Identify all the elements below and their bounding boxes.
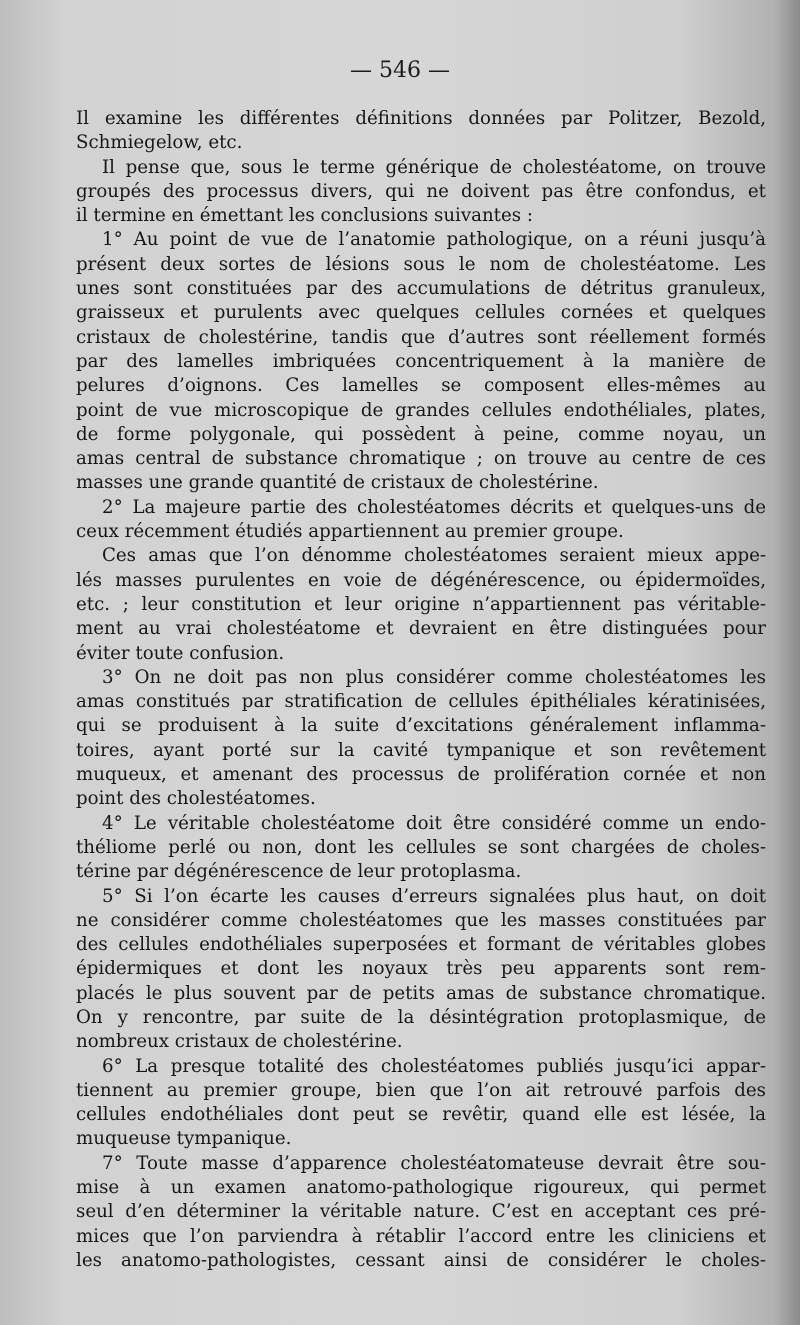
- text-line: lés masses purulentes en voie de dégénérescence, ou épidermoïdes,: [76, 569, 766, 591]
- text-line: térine par dégénérescence de leur protoplasma.: [76, 861, 522, 883]
- body-text: [76, 107, 766, 1273]
- text-line: mices que l’on parviendra à rétablir l’accord entre les cliniciens et: [76, 1225, 766, 1247]
- text-line: ceux récemment étudiés appartiennent au premier groupe.: [76, 521, 624, 543]
- text-line: cristaux de cholestérine, tandis que d’autres sont réellement formés: [76, 326, 766, 348]
- text-line: tiennent au premier groupe, bien que l’on ait retrouvé parfois des: [76, 1079, 766, 1101]
- text-line: 1° Au point de vue de l’anatomie pathologique, on a réuni jusqu’à: [102, 229, 766, 251]
- text-line: Ces amas que l’on dénomme cholestéatomes seraient mieux appe-: [102, 545, 766, 567]
- text-line: des cellules endothéliales superposées et formant de véritables globes: [76, 934, 766, 956]
- text-line: 5° Si l’on écarte les causes d’erreurs signalées plus haut, on doit: [102, 885, 766, 907]
- text-line: amas constitués par stratification de cellules épithéliales kératinisées,: [76, 691, 766, 713]
- text-line: On y rencontre, par suite de la désintégration protoplasmique, de: [76, 1006, 766, 1028]
- text-line: muqueux, et amenant des processus de prolifération cornée et non: [76, 764, 766, 786]
- text-line: 3° On ne doit pas non plus considérer comme cholestéatomes les: [102, 666, 766, 688]
- text-line: présent deux sortes de lésions sous le nom de cholestéatome. Les: [76, 253, 766, 275]
- text-line: point de vue microscopique de grandes cellules endothéliales, plates,: [76, 399, 766, 421]
- text-line: 6° La presque totalité des cholestéatomes publiés jusqu’ici appar-: [102, 1055, 766, 1077]
- text-line: etc. ; leur constitution et leur origine n’appartiennent pas véritable-: [76, 593, 766, 615]
- page-gutter-shadow: [774, 0, 800, 1325]
- text-line: il termine en émettant les conclusions suivantes :: [76, 205, 533, 227]
- text-line: théliome perlé ou non, dont les cellules se sont chargées de choles-: [76, 836, 766, 858]
- text-line: seul d’en déterminer la véritable nature. C’est en acceptant ces pré-: [76, 1201, 766, 1223]
- text-line: point des cholestéatomes.: [76, 788, 316, 810]
- text-line: Schmiegelow, etc.: [76, 132, 243, 154]
- text-line: amas central de substance chromatique ; on trouve au centre de ces: [76, 448, 766, 470]
- text-line: masses une grande quantité de cristaux de cholestérine.: [76, 472, 599, 494]
- text-line: groupés des processus divers, qui ne doivent pas être confondus, et: [76, 180, 766, 202]
- text-line: par des lamelles imbriquées concentriquement à la manière de: [76, 350, 766, 372]
- text-line: nombreux cristaux de cholestérine.: [76, 1031, 403, 1053]
- text-line: ment au vrai cholestéatome et devraient en être distinguées pour: [76, 618, 766, 640]
- page-number: — 546 —: [350, 58, 450, 83]
- text-line: 2° La majeure partie des cholestéatomes décrits et quelques-uns de: [102, 496, 766, 518]
- text-line: Il examine les différentes définitions données par Politzer, Bezold,: [76, 108, 766, 129]
- text-line: unes sont constituées par des accumulations de détritus granuleux,: [76, 278, 766, 300]
- text-line: qui se produisent à la suite d’excitations généralement inflamma-: [76, 715, 766, 737]
- text-line: muqueuse tympanique.: [76, 1128, 292, 1150]
- text-line: 4° Le véritable cholestéatome doit être considéré comme un endo-: [102, 812, 766, 834]
- text-line: les anatomo-pathologistes, cessant ainsi de considérer le choles-: [76, 1249, 766, 1271]
- text-line: mise à un examen anatomo-pathologique rigoureux, qui permet: [76, 1177, 766, 1199]
- text-line: ne considérer comme cholestéatomes que les masses constituées par: [76, 909, 766, 931]
- text-line: de forme polygonale, qui possèdent à peine, comme noyau, un: [76, 423, 766, 445]
- text-line: épidermiques et dont les noyaux très peu apparents sont rem-: [76, 958, 766, 980]
- text-line: 7° Toute masse d’apparence cholestéatomateuse devrait être sou-: [102, 1152, 766, 1174]
- text-line: toires, ayant porté sur la cavité tympanique et son revêtement: [76, 739, 766, 761]
- text-line: graisseux et purulents avec quelques cellules cornées et quelques: [76, 302, 766, 324]
- text-line: cellules endothéliales dont peut se revêtir, quand elle est lésée, la: [76, 1104, 766, 1126]
- text-line: placés le plus souvent par de petits amas de substance chromatique.: [76, 982, 766, 1004]
- text-line: éviter toute confusion.: [76, 642, 285, 664]
- text-line: Il pense que, sous le terme générique de cholestéatome, on trouve: [102, 156, 766, 178]
- text-line: pelures d’oignons. Ces lamelles se composent elles-mêmes au: [76, 375, 766, 397]
